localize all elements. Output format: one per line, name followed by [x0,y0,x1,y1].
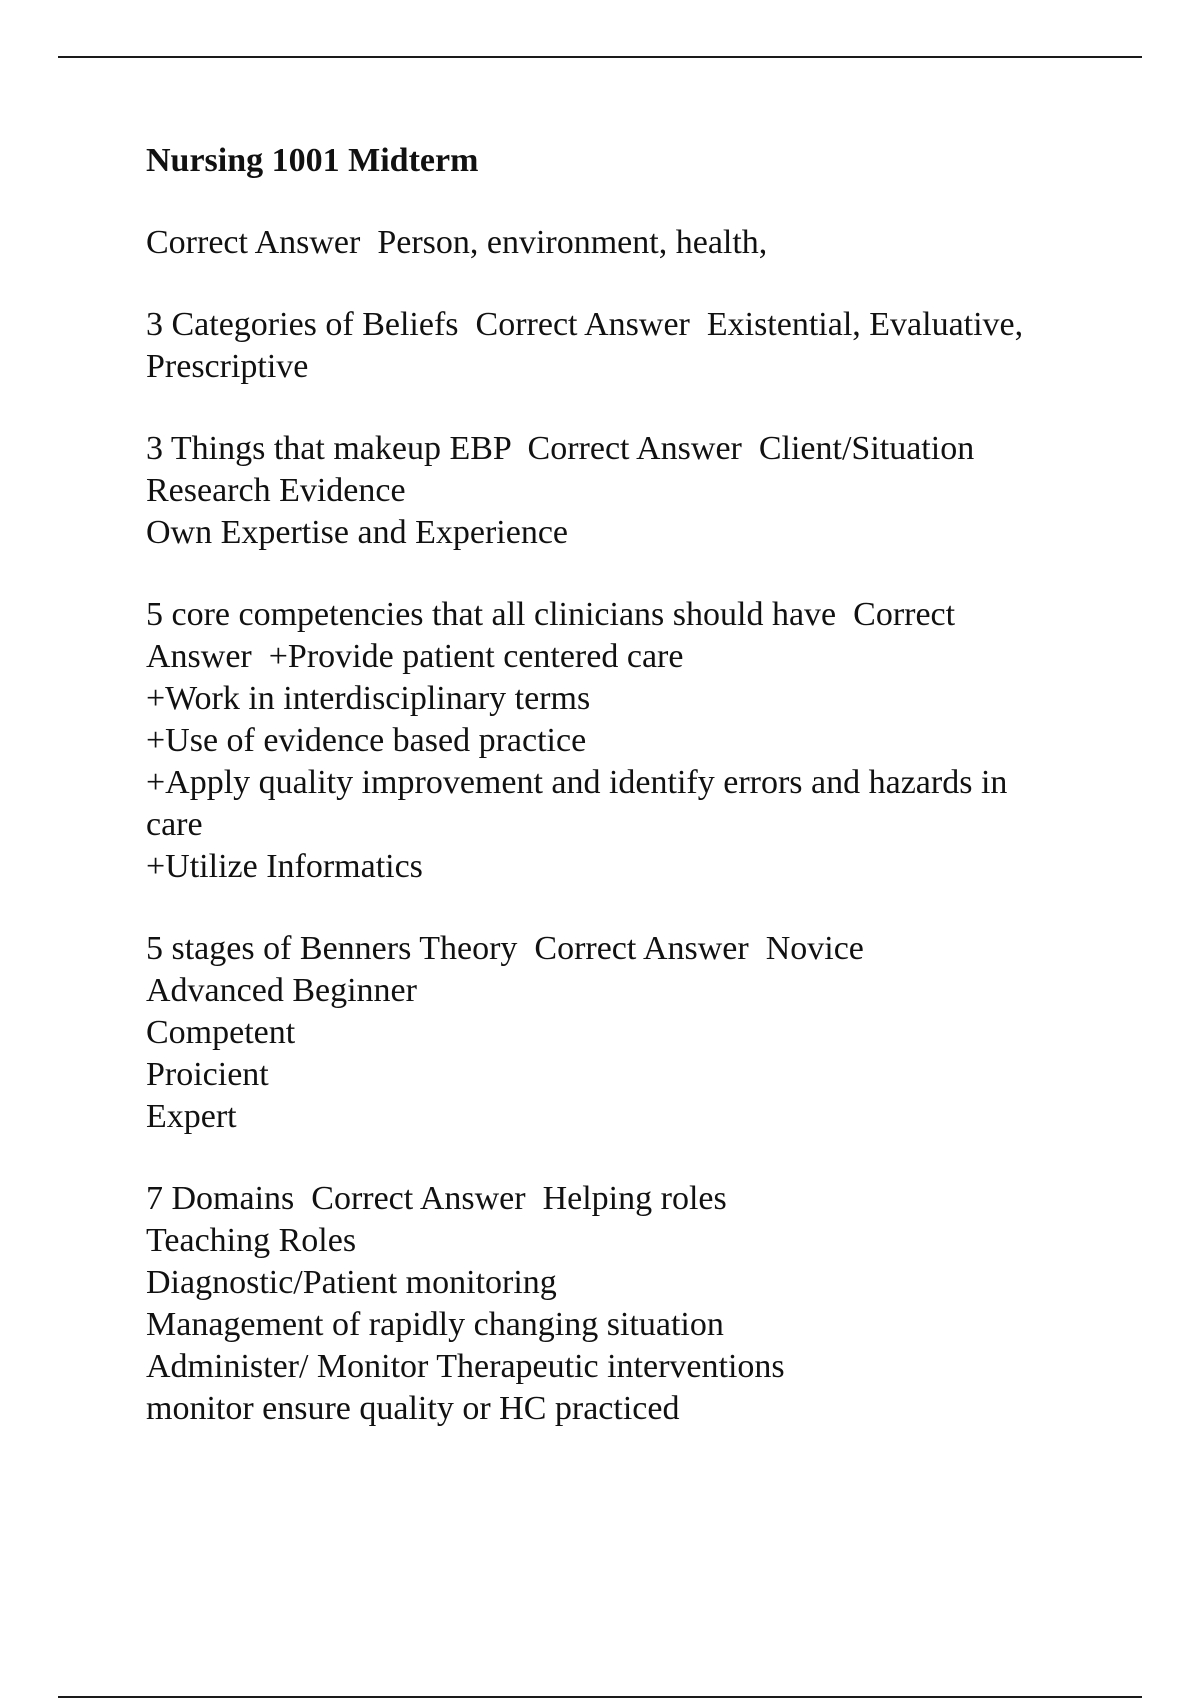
entry-line: Answer +Provide patient centered care [146,638,684,675]
qa-entry [146,304,1106,388]
document-body [146,140,1106,1470]
entry-line: Proicient [146,1056,269,1093]
entry-line: Competent [146,1014,296,1051]
entry-line: Research Evidence [146,472,406,509]
entry-line: 3 Categories of Beliefs Correct Answer Existential, Evaluative, [146,306,1024,343]
entry-line: 7 Domains Correct Answer Helping roles [146,1180,727,1217]
qa-entry [146,1178,1106,1430]
qa-entry [146,928,1106,1138]
entry-line: Administer/ Monitor Therapeutic interventions [146,1348,785,1385]
entry-line: 5 stages of Benners Theory Correct Answer Novice [146,930,864,967]
document-title: Nursing 1001 Midterm [146,142,479,179]
entry-line: Management of rapidly changing situation [146,1306,724,1343]
entry-line: +Use of evidence based practice [146,722,587,759]
entry-line: Correct Answer Person, environment, health, [146,224,768,261]
entry-line: +Apply quality improvement and identify errors and hazards in [146,764,1008,801]
qa-entry [146,428,1106,554]
qa-entry [146,222,1106,264]
entry-line: Prescriptive [146,348,309,385]
entry-line: 3 Things that makeup EBP Correct Answer Client/Situation [146,430,975,467]
qa-entry [146,594,1106,888]
entry-line: +Work in interdisciplinary terms [146,680,591,717]
entry-line: Teaching Roles [146,1222,357,1259]
entry-line: Advanced Beginner [146,972,417,1009]
top-rule [58,56,1142,58]
entry-line: Diagnostic/Patient monitoring [146,1264,557,1301]
entry-line: 5 core competencies that all clinicians should have Correct [146,596,956,633]
bottom-rule [58,1696,1142,1698]
entry-line: Own Expertise and Experience [146,514,568,551]
entry-line: Expert [146,1098,237,1135]
entry-line: care [146,806,203,843]
entry-line: monitor ensure quality or HC practiced [146,1390,680,1427]
entry-line: +Utilize Informatics [146,848,423,885]
